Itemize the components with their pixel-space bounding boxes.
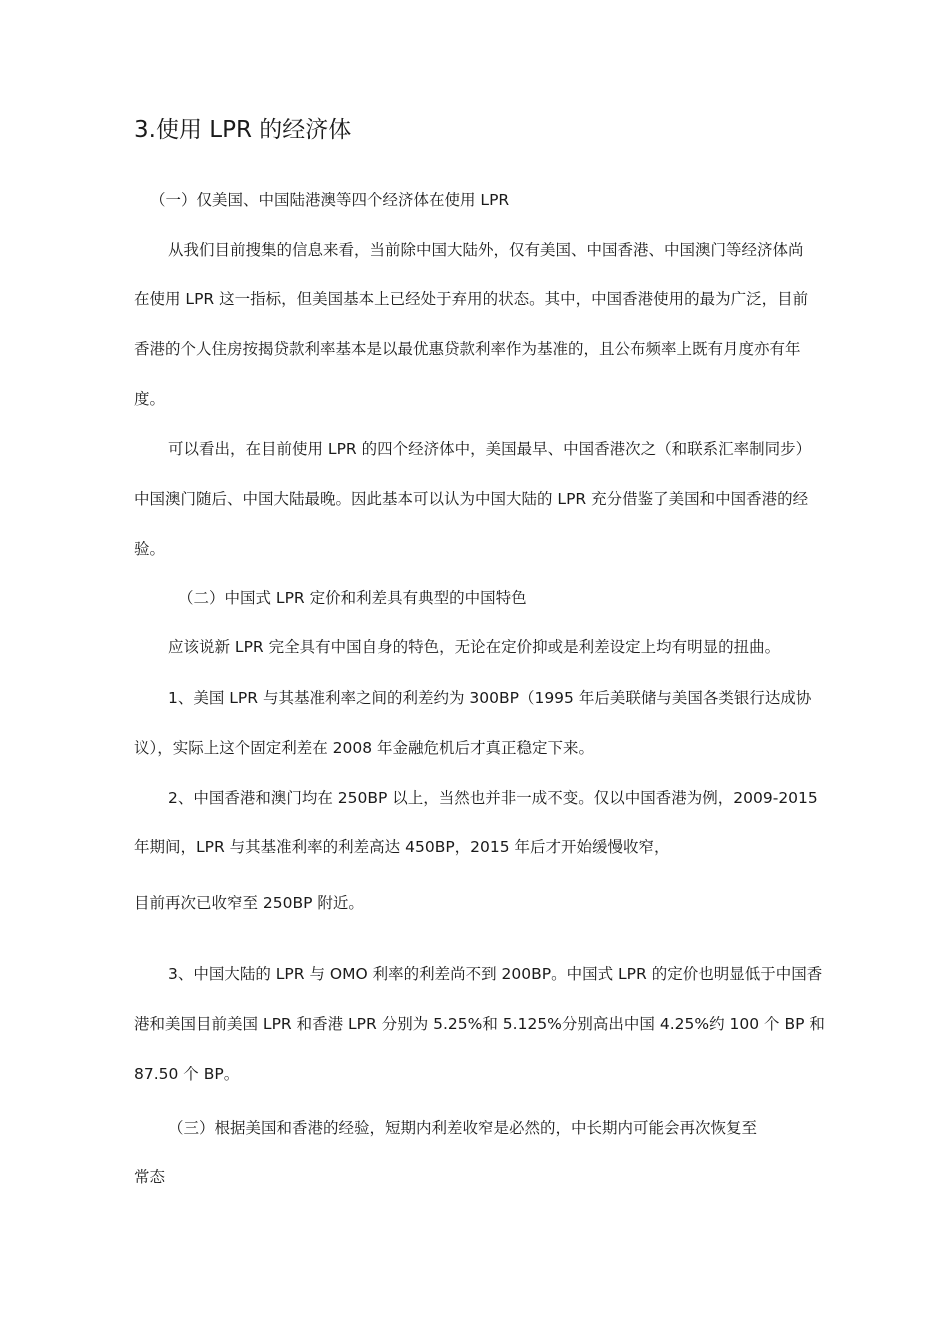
section-2-intro: 应该说新 LPR 完全具有中国自身的特色，无论在定价抑或是利差设定上均有明显的扭曲。 bbox=[168, 638, 781, 656]
section-3-heading-line-2: 常态 bbox=[134, 1168, 166, 1186]
section-3-heading-line-1: （三）根据美国和香港的经验，短期内利差收窄是必然的，中长期内可能会再次恢复至 bbox=[168, 1119, 758, 1137]
section-2-item-1-line-2: 议），实际上这个固定利差在 2008 年金融危机后才真正稳定下来。 bbox=[134, 739, 595, 757]
section-2-item-2-line-3: 目前再次已收窄至 250BP 附近。 bbox=[134, 894, 364, 912]
document-title: 3.使用 LPR 的经济体 bbox=[134, 117, 352, 143]
section-1-paragraph-1-line-4: 度。 bbox=[134, 390, 166, 408]
section-1-paragraph-1-line-3: 香港的个人住房按揭贷款利率基本是以最优惠贷款利率作为基准的，且公布频率上既有月度亦有年 bbox=[134, 340, 801, 358]
section-2-item-3-line-3: 87.50 个 BP。 bbox=[134, 1065, 240, 1083]
section-2-item-2-line-2: 年期间，LPR 与其基准利率的利差高达 450BP，2015 年后才开始缓慢收窄， bbox=[134, 838, 670, 856]
section-1-paragraph-2-line-1: 可以看出，在目前使用 LPR 的四个经济体中，美国最早、中国香港次之（和联系汇率制同步） bbox=[168, 440, 812, 458]
section-2-item-3-line-2: 港和美国目前美国 LPR 和香港 LPR 分别为 5.25%和 5.125%分别高出中国 4.25%约 100 个 BP 和 bbox=[134, 1015, 825, 1033]
section-1-paragraph-2-line-3: 验。 bbox=[134, 540, 166, 558]
section-2-item-2-line-1: 2、中国香港和澳门均在 250BP 以上，当然也并非一成不变。仅以中国香港为例，2009-2015 bbox=[168, 789, 818, 807]
section-1-paragraph-2-line-2: 中国澳门随后、中国大陆最晚。因此基本可以认为中国大陆的 LPR 充分借鉴了美国和中国香港的经 bbox=[134, 490, 809, 508]
section-2-item-3-line-1: 3、中国大陆的 LPR 与 OMO 利率的利差尚不到 200BP。中国式 LPR 的定价也明显低于中国香 bbox=[168, 965, 823, 983]
section-1-paragraph-1-line-2: 在使用 LPR 这一指标，但美国基本上已经处于弃用的状态。其中，中国香港使用的最为广泛，目前 bbox=[134, 290, 809, 308]
section-1-heading: （一）仅美国、中国陆港澳等四个经济体在使用 LPR bbox=[150, 191, 510, 209]
section-1-paragraph-1-line-1: 从我们目前搜集的信息来看，当前除中国大陆外，仅有美国、中国香港、中国澳门等经济体尚 bbox=[168, 241, 804, 259]
section-2-heading: （二）中国式 LPR 定价和利差具有典型的中国特色 bbox=[178, 589, 527, 607]
section-2-item-1-line-1: 1、美国 LPR 与其基准利率之间的利差约为 300BP（1995 年后美联储与美国各类银行达成协 bbox=[168, 689, 812, 707]
